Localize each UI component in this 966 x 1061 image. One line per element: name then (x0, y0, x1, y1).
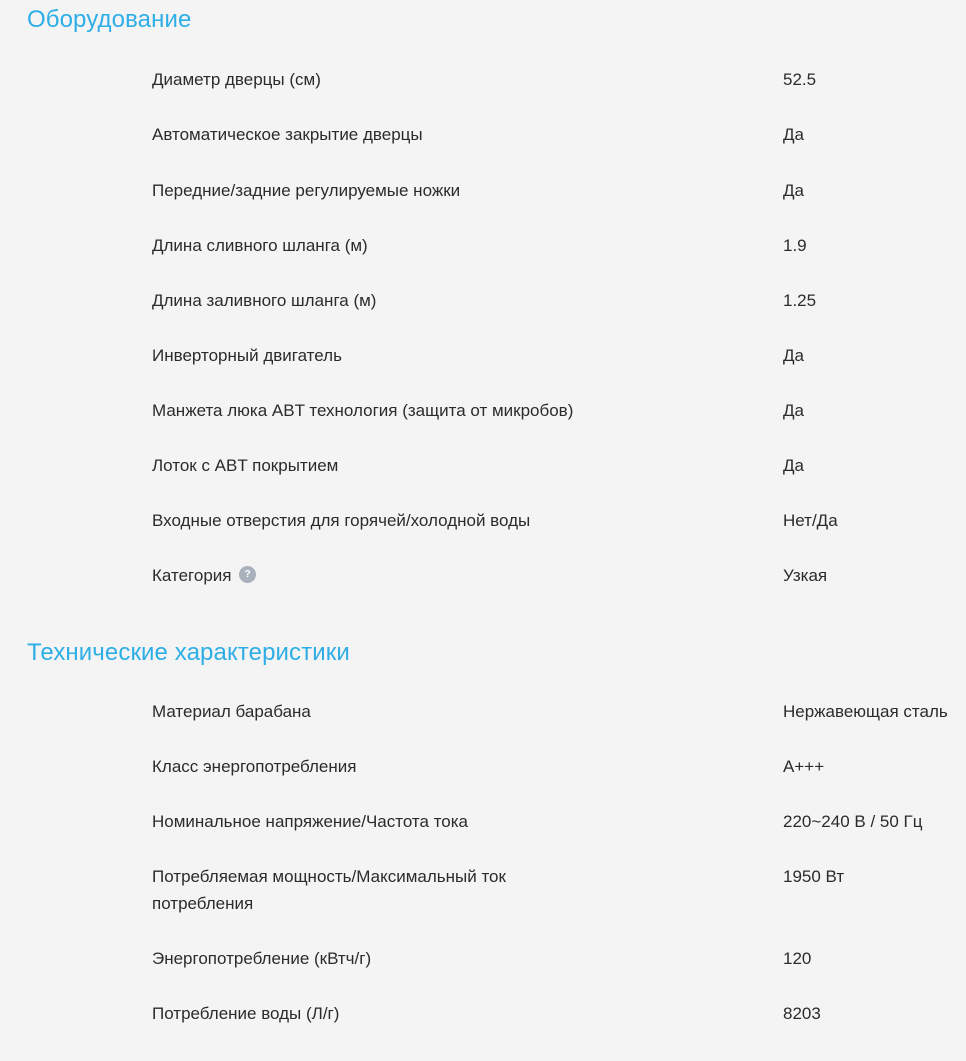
spec-label-wrap (152, 562, 552, 589)
spec-label: Категория (152, 566, 232, 585)
spec-value: A+++ (783, 757, 825, 776)
spec-value: 220~240 В / 50 Гц (783, 812, 923, 831)
spec-value: 1.25 (783, 291, 817, 310)
spec-value: Да (783, 401, 804, 420)
spec-value: Да (783, 125, 804, 144)
spec-label: Потребляемая мощность/Максимальный ток потребления (152, 867, 506, 913)
spec-label: Автоматическое закрытие дверцы (152, 125, 423, 144)
spec-value: Нет/Да (783, 511, 838, 530)
spec-label: Потребление воды (Л/г) (152, 1004, 340, 1023)
spec-label: Передние/задние регулируемые ножки (152, 181, 461, 200)
spec-label: Диаметр дверцы (см) (152, 70, 321, 89)
spec-label: Лоток с ABT покрытием (152, 456, 339, 475)
spec-value: Да (783, 346, 804, 365)
spec-label: Номинальное напряжение/Частота тока (152, 812, 469, 831)
spec-value: Да (783, 181, 804, 200)
spec-label: Длина сливного шланга (м) (152, 236, 368, 255)
spec-value: Нержавеющая сталь (783, 702, 948, 721)
spec-value: Да (783, 456, 804, 475)
spec-label: Входные отверстия для горячей/холодной воды (152, 511, 531, 530)
spec-value: 8203 (783, 1004, 821, 1023)
spec-label: Класс энергопотребления (152, 757, 357, 776)
spec-label: Материал барабана (152, 702, 311, 721)
spec-label: Инверторный двигатель (152, 346, 342, 365)
spec-label: Манжета люка ABT технология (защита от микробов) (152, 401, 574, 420)
help-icon[interactable]: ? (239, 566, 256, 583)
spec-label: Длина заливного шланга (м) (152, 291, 377, 310)
spec-value: 1.9 (783, 236, 807, 255)
spec-value: 1950 Вт (783, 867, 845, 886)
section-title-technical-specs: Технические характеристики (27, 639, 350, 666)
spec-value: 52.5 (783, 70, 817, 89)
spec-label: Энергопотребление (кВтч/г) (152, 949, 372, 968)
spec-value: 120 (783, 949, 812, 968)
section-title-equipment: Оборудование (27, 6, 192, 33)
spec-value: Узкая (783, 566, 828, 585)
